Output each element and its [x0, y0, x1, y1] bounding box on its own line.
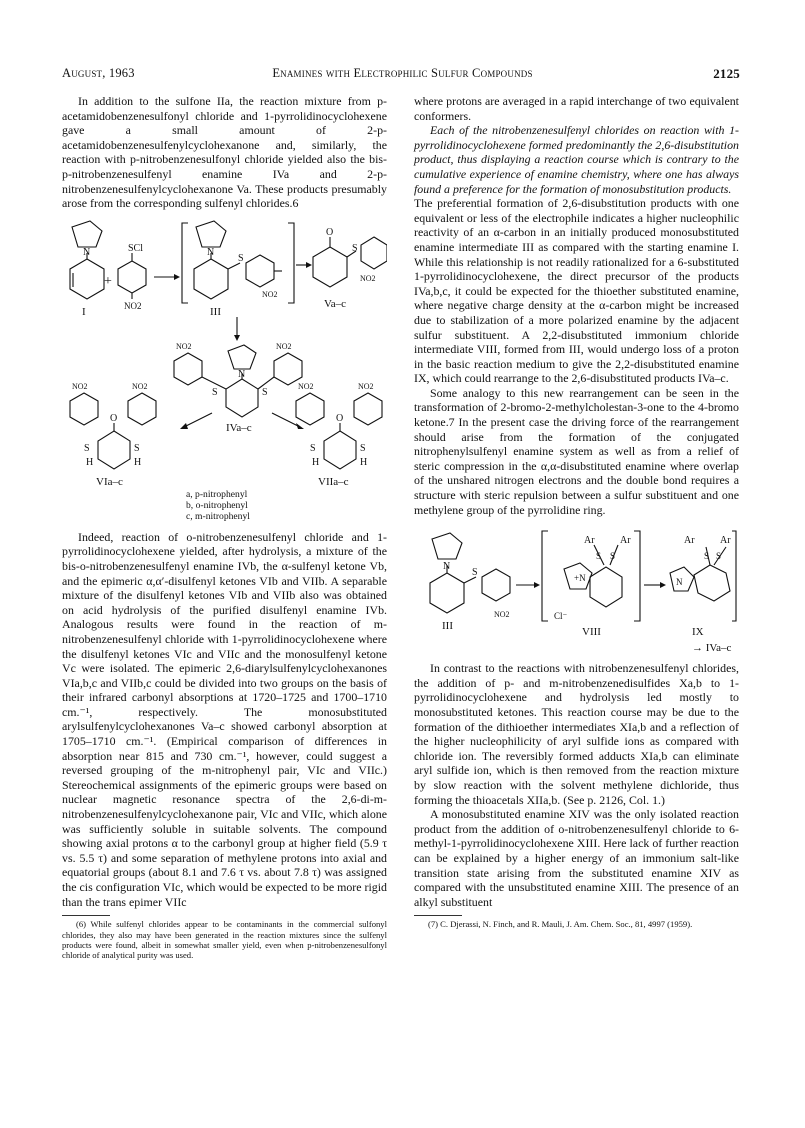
running-head-date: August, 1963 [62, 66, 135, 80]
atom-H: H [134, 456, 142, 468]
label-NO2: NO2 [124, 300, 142, 311]
atom-O: O [326, 226, 334, 238]
label-IVa-c: IVa–c [226, 421, 252, 434]
atom-N: N [238, 368, 246, 380]
left-column [62, 94, 387, 961]
label-NO2: NO2 [358, 381, 374, 391]
compound-VIIa-c-structure [296, 393, 382, 469]
label-Va-c: Va–c [324, 297, 346, 310]
atom-S: S [352, 242, 358, 254]
atom-S: S [472, 567, 478, 579]
label-NO2: NO2 [276, 341, 292, 351]
plus-sign: + [104, 273, 112, 289]
atom-N-plus: +N [574, 573, 586, 584]
paragraph: Some analogy to this new rearrangement can be seen in the transformation of 2-bromo-2-methylcholestan-3-one to the 4-bromo ketone.7 In the present case the driving force of the rearrangement should arise from the formation of the conjugated nitrophenylsulfenyl enamine system as well as from a relief of steric compression in the α,α-disubstituted enamine where overlap of the unshared nitrogen electrons and the double bond requires a structure with steric repulsion between a sulfur substituent and one methylene group of the pyrrolidine ring. [414, 385, 739, 517]
paragraph: The preferential formation of 2,6-disubstitution products with one equivalent or less of the electrophile indicates a higher nucleophilic reactivity of an α-carbon in an initially produced monosubstituted enamine intermediate III as compared with the starting enamine I. While this relationship is not readily rationalized for a 6-substituted 1-pyrrolidinocyclohexene, the direct precursor of the products IVa,b,c, it could be expected for the thioether substituted enamine, where negative charge density at the α-carbon might be increased due to stabilization of a more polarized enamine by the adjacent sulfur substituent. A 2,2-disubstituted immonium chloride intermediate VIII, formed from III, would undergo loss of a proton in the basic reaction medium to give the 2,2-disubstituted enamine IX, which could rearrange to the 2,6-disubstituted products IVa–c. [414, 196, 739, 386]
atom-H: H [86, 456, 94, 468]
sulfenyl-chloride-structure [118, 253, 146, 299]
atom-S: S [212, 386, 218, 398]
paragraph: In addition to the sulfone IIa, the reaction mixture from p-acetamidobenzenesulfonyl chloride and 1-pyrrolidinocyclohexene gave a small amount of 2-p-acetamidobenzenesulfenylcyclohexanone and, similarly, the reaction with p-nitrobenzenesulfonyl chloride yielded also the bis-p-nitrobenzenesulfenyl enamine IVa and 2-p-nitrobenzenesulfenylcyclohexanone Va. These products presumably arose from the corresponding sulfenyl chlorides.6 [62, 94, 387, 211]
footnote-6 [62, 919, 387, 961]
label-NO2: NO2 [360, 273, 376, 283]
label-Ar: Ar [720, 535, 731, 547]
substituent-legend [186, 489, 387, 522]
label-III: III [442, 620, 453, 633]
legend-item: b, o-nitrophenyl [186, 499, 248, 511]
footnote-7 [414, 919, 739, 929]
running-head-title: Enamines with Electrophilic Sulfur Compounds [272, 66, 533, 80]
atom-N: N [676, 577, 683, 588]
label-Ar: Ar [584, 535, 595, 547]
footnote-rule [62, 915, 110, 916]
page-number: 2125 [713, 66, 740, 81]
atom-S: S [84, 442, 90, 454]
label-IX: IX [692, 626, 704, 639]
label-III: III [210, 305, 221, 318]
atom-N: N [207, 246, 215, 258]
compound-Va-c-structure [313, 237, 387, 287]
atom-S: S [360, 442, 366, 454]
reaction-scheme-2 [414, 525, 739, 655]
label-I: I [82, 305, 86, 318]
compound-IVa-c-structure [174, 345, 302, 417]
paragraph: A monosubstituted enamine XIV was the only isolated reaction product from the addition of o-nitrobenzenesulfenyl chloride to 6-methyl-1-pyrrolidinocyclohexene XIII. Here lack of further reaction can be explained by a higher energy of an immonium salt-like transition state arising from the substituted enamine XIV as compared with the unsubstituted enamine XIII. The presence of an alkyl substituent [414, 807, 739, 909]
label-IVa-c: → IVa–c [692, 642, 732, 655]
label-NO2: NO2 [298, 381, 314, 391]
label-VIa-c: VIa–c [96, 475, 123, 488]
label-chloride: Cl⁻ [554, 611, 568, 622]
label-Ar: Ar [684, 535, 695, 547]
atom-O: O [336, 412, 344, 424]
atom-H: H [360, 456, 368, 468]
label-NO2: NO2 [72, 381, 88, 391]
right-column [414, 94, 739, 930]
atom-S: S [596, 551, 602, 562]
atom-S: S [238, 252, 244, 264]
label-NO2: NO2 [132, 381, 148, 391]
atom-O: O [110, 412, 118, 424]
legend-item: a, p-nitrophenyl [186, 488, 248, 500]
paragraph: where protons are averaged in a rapid interchange of two equivalent conformers. [414, 94, 739, 123]
paragraph: Indeed, reaction of o-nitrobenzenesulfenyl chloride and 1-pyrrolidinocyclohexene yielded, after hydrolysis, a mixture of the bis-o-nitrobenzenesulfenyl enamine IVb, the α-sulfenyl ketone Vb, and the epimeric α,α′-disulfenyl ketones VIb and VIIb. A separable mixture of the disulfenyl ketones VIb and VIIb also was obtained on acid hydrolysis of the purified disulfenyl enamine IVb. Analogous results were found in the reaction of m-nitrobenzenesulfenyl chloride with 1-pyrrolidinocyclohexene where the disulfenyl ketones VIc and VIIc and the monosulfenyl ketone Vc were isolated. The epimeric 2,6-diarylsulfenylcyclohexanones VIa,b,c and VIIb,c could be divided into two groups on the basis of their infrared carbonyl absorptions at 1720–1725 and 1700–1710 cm.⁻¹, respectively. The monosubstituted arylsulfenylcyclohexanones Va–c showed carbonyl absorption at 1705–1710 cm.⁻¹. (Empirical comparison of differences in absorption near 815 and 730 cm.⁻¹, however, could suggest a reversed grouping of the m-nitrophenyl pair, VIc and VIIc.) Stereochemical assignments of the epimeric groups were based on nuclear magnetic resonance spectra of the 2,6-di-m-nitrobenzenesulfenylcyclohexanone pair, VIc and VIIc, which alone was sufficiently soluble in suitable solvents. The compound showing axial protons α to the carbonyl group at higher field (5.9 τ vs. 5.5 τ) and some separation of methylene protons into axial and equatorial groups (about 8.1 and 7.6 τ vs. about 7.8 τ) was assigned the cis configuration VIc, which would be expected to be more rigid than the trans epimer VIIc [62, 529, 387, 909]
atom-S: S [262, 386, 268, 398]
paragraph-italic: Each of the nitrobenzenesulfenyl chlorides on reaction with 1-pyrrolidinocyclohexene formed predominantly the 2,6-disubstitution product, thus displaying a reaction course which is contrary to the cumulative experience of enamine chemistry, where one has always found a preference for the formation of monosubstitution products. [414, 123, 739, 196]
label-NO2: NO2 [494, 610, 510, 620]
atom-S: S [704, 551, 710, 562]
legend-item: c, m-nitrophenyl [186, 510, 250, 522]
atom-S: S [134, 442, 140, 454]
label-NO2: NO2 [176, 341, 192, 351]
label-VIIa-c: VIIa–c [318, 475, 349, 488]
label-NO2: NO2 [262, 289, 278, 299]
label-VIII: VIII [582, 626, 601, 639]
label-Ar: Ar [620, 535, 631, 547]
label-SCl: SCl [128, 242, 144, 254]
footnote-text: (6) While sulfenyl chlorides appear to be contaminants in the commercial sulfonyl chlorides, they also may have been generated in the reaction mixtures since the sulfenyl products were found, albeit in somewhat smaller yield, even when p-nitrobenzenesulfonyl chloride of analytical purity was used. [62, 919, 387, 961]
atom-S: S [716, 551, 722, 562]
compound-VIa-c-structure [70, 393, 156, 469]
atom-S: S [610, 551, 616, 562]
atom-S: S [310, 442, 316, 454]
atom-N: N [443, 561, 451, 573]
atom-N: N [83, 246, 91, 258]
compound-III-structure [430, 533, 510, 613]
compound-I-structure [70, 221, 104, 299]
reaction-scheme-1 [62, 217, 387, 489]
footnote-rule [414, 915, 462, 916]
footnote-text: (7) C. Djerassi, N. Finch, and R. Mauli, J. Am. Chem. Soc., 81, 4997 (1959). [428, 919, 693, 930]
atom-H: H [312, 456, 320, 468]
paragraph: In contrast to the reactions with nitrobenzenesulfenyl chlorides, the addition of p- and m-nitrobenzenedisulfides Xa,b to 1-pyrrolidinocyclohexene and hydrolysis led mostly to monosubstituted ketones. This reaction course may be due to the formation of the dithioether intermediates XIa,b and a reflection of the higher nucleophilicity of aryl sulfide ions as compared with chloride ion. The reversibly formed adducts XIa,b can eliminate aryl sulfide ion, which is then removed from the reaction mixture by slow reaction with the solvent methylene dichloride, thus forming the thioacetals XIIa,b. (See p. 2126, Col. 1.) [414, 661, 739, 807]
